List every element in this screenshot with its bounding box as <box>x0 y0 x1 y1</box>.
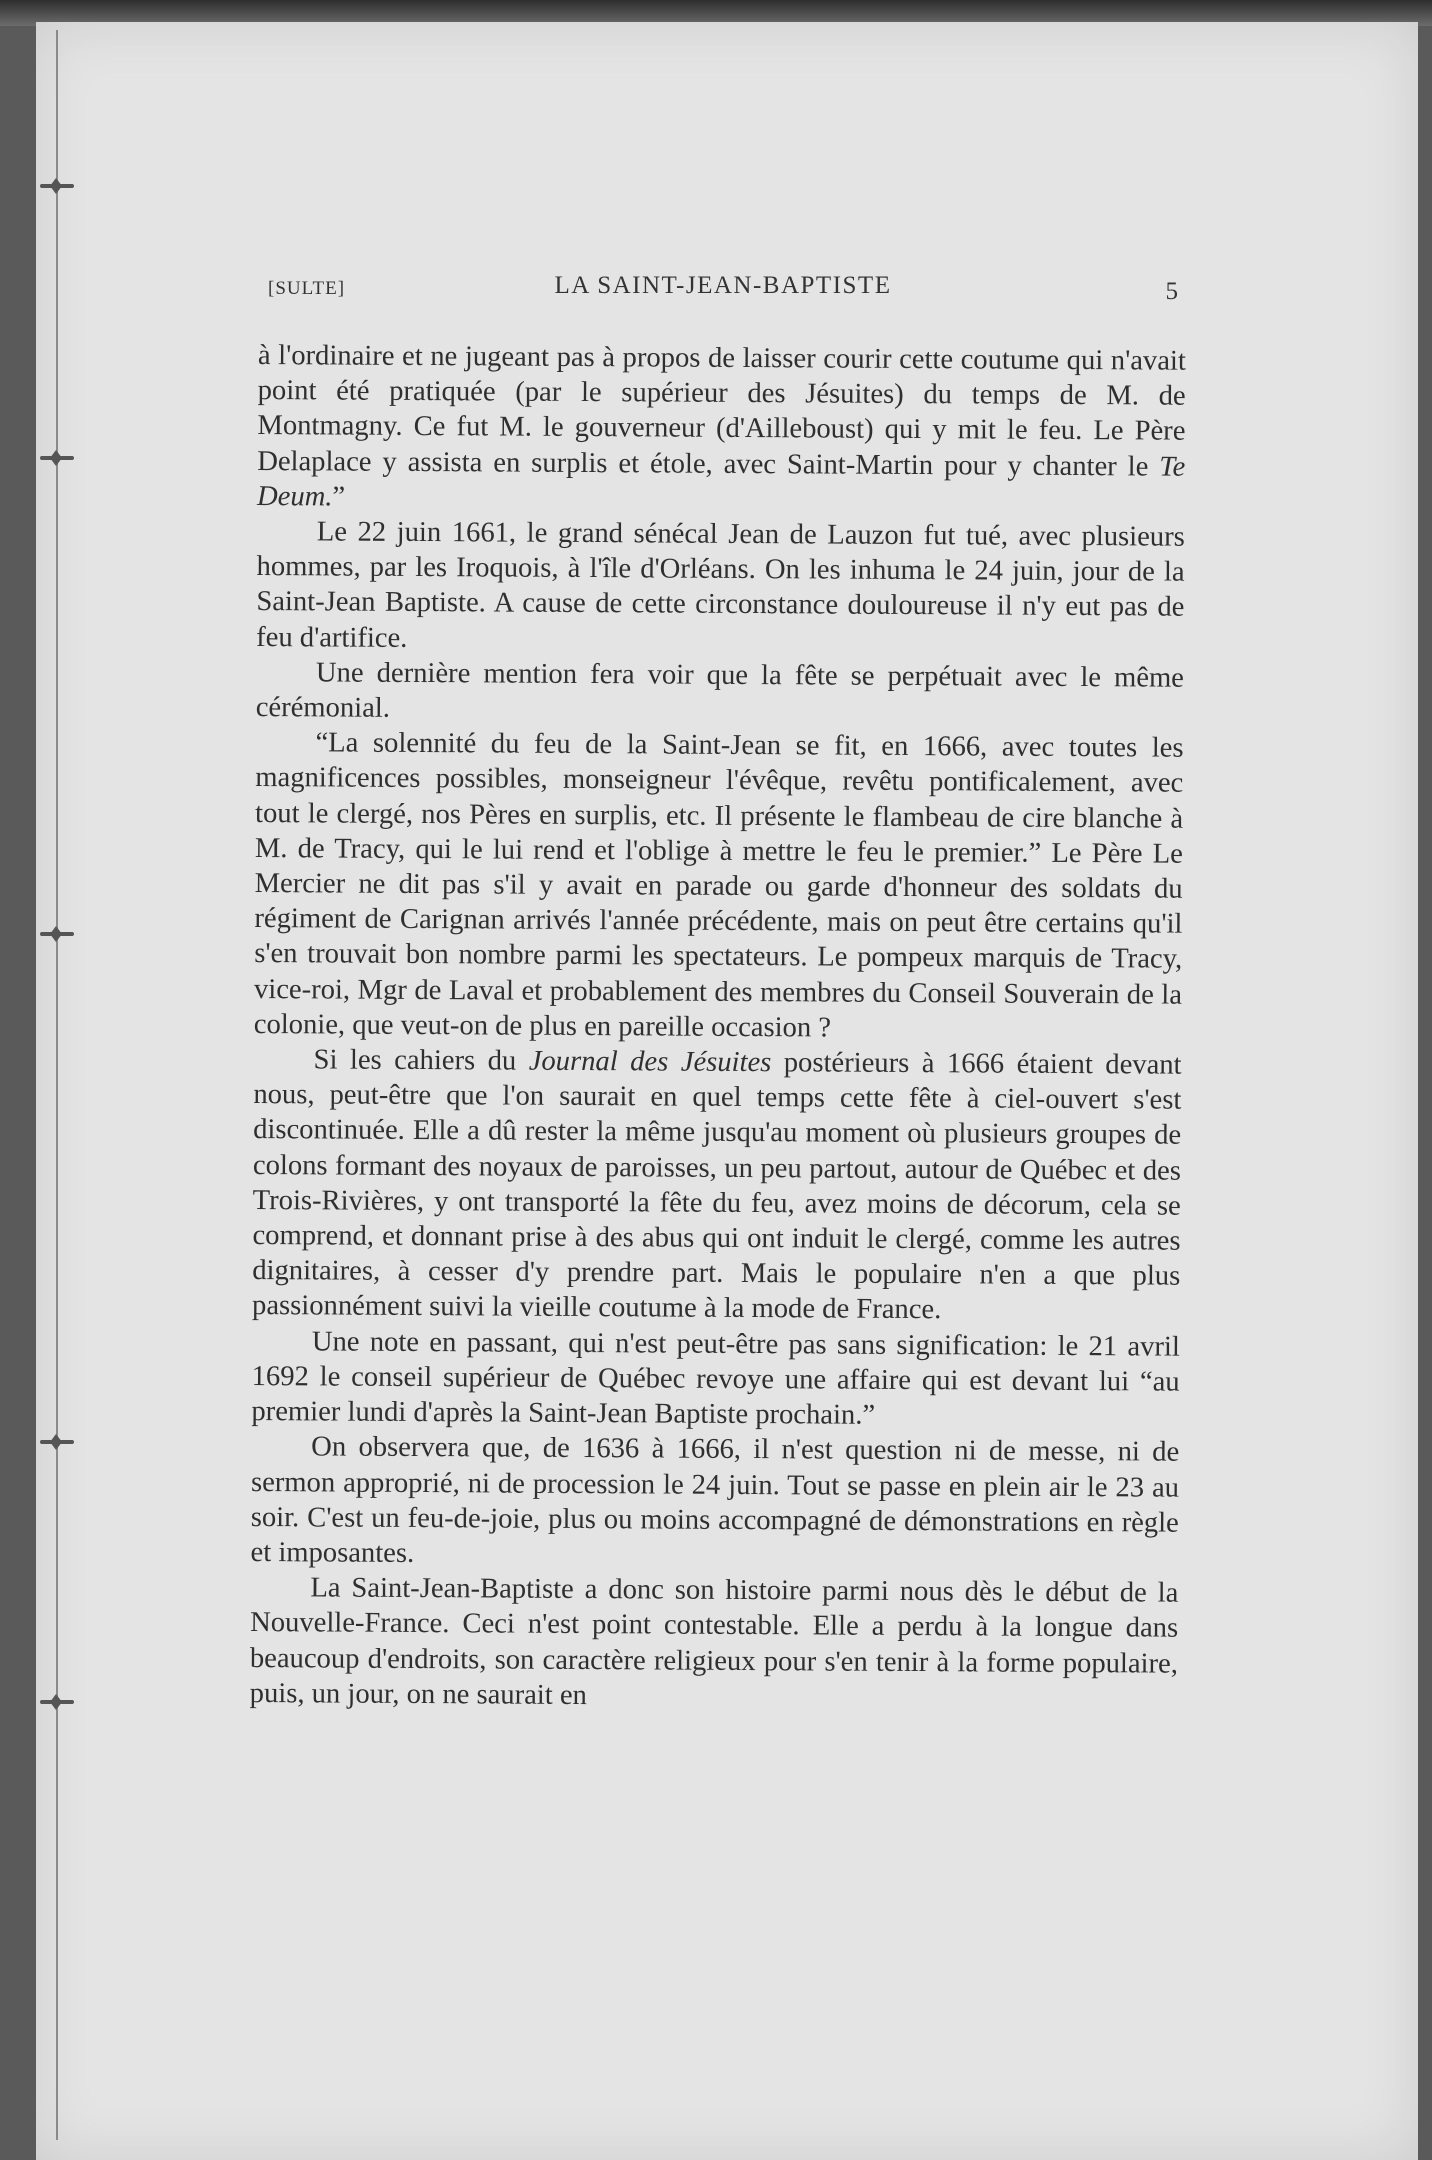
paragraph <box>252 1042 1182 1329</box>
header-title: LA SAINT-JEAN-BAPTISTE <box>554 272 892 299</box>
paragraph <box>257 338 1186 520</box>
binding-thread-mark <box>40 1440 74 1444</box>
text-run: Si les cahiers du <box>313 1044 529 1077</box>
binding-thread-mark <box>40 932 74 936</box>
italic-text: Te Deum. <box>256 451 1186 513</box>
binding-thread-mark <box>40 456 74 460</box>
paragraph <box>254 725 1184 1047</box>
binding-thread-mark <box>40 1700 74 1704</box>
binding-spine <box>56 30 58 2140</box>
paragraph <box>250 1570 1179 1716</box>
header-author: [SULTE] <box>268 278 346 299</box>
paragraph <box>256 655 1184 731</box>
text-run: La Saint-Jean-Baptiste a donc son histoire parmi nous dès le début de la Nouvelle-France. Ceci n'est point contestable. Elle a perdu à la longue dans beaucoup d'endroits, son caractère religieux pour s'en tenir à la forme populaire, puis, un jour, on ne saurait en <box>249 1572 1179 1711</box>
binding-thread-mark <box>40 184 74 188</box>
text-run: Le 22 juin 1661, le grand sénécal Jean de Lauzon fut tué, avec plusieurs hommes, par les Iroquois, à l'île d'Orléans. On les inhuma le 24 juin, jour de la Saint-Jean Baptiste. A cause de cette circonstance douloureuse il n'y eut pas de feu d'artifice. <box>256 516 1185 654</box>
text-run: Une dernière mention fera voir que la fête se perpétuait avec le même cérémonial. <box>255 657 1185 724</box>
text-run: ” <box>332 481 346 513</box>
running-header <box>268 272 1178 312</box>
text-run: postérieurs à 1666 étaient devant nous, peut-être que l'on saurait en quel temps cette fête à ciel-ouvert s'est discontinuée. Elle a dû rester la même jusqu'au moment où plusieurs groupes de colons formant des noyaux de paroisses, un peu partout, autour de Québec et des Trois-Rivières, y ont transporté la fête du feu, avez moins de décorum, cela se comprend, et donnant prise à des abus qui ont induit le clergé, comme les autres dignitaires, à cesser d'y prendre part. Mais le populaire n'en a que plus passionnément suivi la vieille coutume à la mode de France. <box>251 1047 1182 1326</box>
text-run: On observera que, de 1636 à 1666, il n'est question ni de messe, ni de sermon approprié, ni de procession le 24 juin. Tout se passe en plein air le 23 au soir. C'est un feu-de-joie, plus ou moins accompagné de démonstrations en règle et imposantes. <box>250 1431 1180 1569</box>
paragraph <box>256 514 1185 660</box>
paragraph <box>250 1429 1179 1575</box>
paragraph <box>251 1324 1180 1435</box>
page-body-text <box>250 338 1186 1717</box>
text-run: Une note en passant, qui n'est peut-être pas sans signification: le 21 avril 1692 le conseil supérieur de Québec revoye une affaire qui est devant lui “au premier lundi d'après la Saint-Jean Baptiste prochain.” <box>251 1326 1180 1431</box>
text-run: à l'ordinaire et ne jugeant pas à propos de laisser courir cette coutume qui n'avait point été pratiquée (par le supérieur des Jésuites) du temps de M. de Montmagny. Ce fut M. le gouverneur (d'Ailleboust) qui y mit le feu. Le Père Delaplace y assista en surplis et étole, avec Saint-Martin pour y chanter le <box>257 339 1186 483</box>
italic-text: Journal des Jésuites <box>528 1045 772 1079</box>
text-run: “La solennité du feu de la Saint-Jean se fit, en 1666, avec toutes les magnificences possibles, monseigneur l'évêque, revêtu pontificalement, avec tout le clergé, nos Pères en surplis, etc. Il présente le flambeau de cire blanche à M. de Tracy, qui le lui rend et l'oblige à mettre le feu le premier.” Le Père Le Mercier ne dit pas s'il y avait en parade ou garde d'honneur des soldats du régiment de Carignan arrivés l'année précédente, mais on peut être certains qu'il s'en trouvait bon nombre parmi les spectateurs. Le pompeux marquis de Tracy, vice-roi, Mgr de Laval et probablement des membres du Conseil Souverain de la colonie, que veut-on de plus en pareille occasion ? <box>253 727 1184 1044</box>
page-number: 5 <box>1165 278 1178 305</box>
